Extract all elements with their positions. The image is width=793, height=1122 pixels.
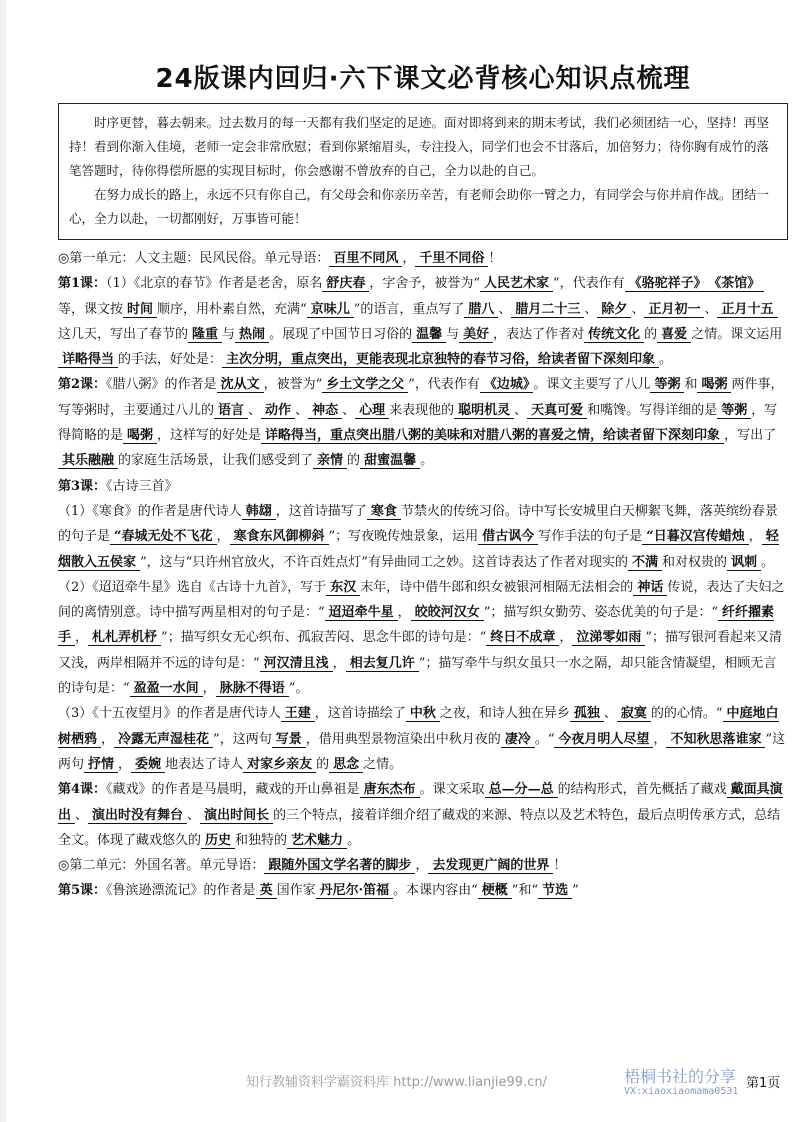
fill-in-answer: 英 [256,883,277,899]
fill-in-answer: 唐东杰布 [360,782,420,798]
document-body [58,246,788,904]
fill-in-answer: 等粥 [650,377,684,393]
fill-in-answer: 孤独 [570,706,604,722]
watermark-contact: VX:xiaoxiaomama0531 [624,1086,739,1097]
text-run: ， [118,756,132,772]
fill-in-answer: 美好 [459,327,493,343]
fill-in-answer: 千里不同俗 [415,251,488,267]
text-run: ，这首诗描写了 [275,503,367,519]
fill-in-answer: 甜蜜温馨 [360,453,420,469]
text-run: 传说，表达了夫妇之间的离情别意。诗中描写两星相对的句子是：“ [58,579,785,621]
lesson-label: 第3课： [58,478,107,494]
text-run: 、 [631,301,645,317]
text-run: ” [572,883,579,899]
fill-in-answer: 百里不同风 [329,251,402,267]
text-run: 等，课文按 [58,301,124,317]
text-run: ，借用典型景物渲染出中秋月夜的 [305,731,501,747]
footer-source: 知行教辅资料学霸资料库 http://www.lianjie99.cn/ [246,1075,547,1090]
text-run: 来表现他的 [389,402,455,418]
fill-in-answer: 喝粥 [697,377,731,393]
fill-in-answer: 心理 [355,403,389,419]
lesson-label: 第5课： [58,883,107,899]
fill-in-answer: 主次分明，重点突出，更能表现北京独特的春节习俗，给读者留下深刻印象 [222,352,659,368]
fill-in-answer: 热闹 [235,327,269,343]
fill-in-answer: 其乐融融 [58,453,118,469]
fill-in-answer: 艺术魅力 [287,833,347,849]
text-run: ”，代表作有 [408,377,480,393]
fill-in-answer: 亲情 [313,453,347,469]
text-run: ”，这与“只许州官放火，不许百姓点灯”有异曲同工之妙。这首诗表达了作者对现实的 [140,554,628,570]
text-run: 和独特的 [235,832,288,848]
fill-in-answer: 终日不成章 [486,630,559,646]
text-run: ，字舍予，被誉为“ [369,276,480,292]
fill-in-answer: 《骆驼祥子》 [625,276,711,292]
body-paragraph [58,372,788,473]
text-run: ◎第二单元：外国名著。单元导语： [58,858,265,874]
text-run: 、 [295,402,309,418]
fill-in-answer: 盈盈一水间 [130,681,203,697]
text-run: 。 [347,832,361,848]
fill-in-answer: 跟随外国文学名著的脚步 [264,858,415,874]
fill-in-answer: 今夜月明人尽望 [554,732,653,748]
fill-in-answer: 丹尼尔·笛福 [316,883,394,899]
fill-in-answer: “日暮汉宫传蜡烛 [642,529,748,545]
text-run: 的 [347,453,361,469]
text-run: ”和“ [511,883,539,899]
body-paragraph [58,499,788,575]
text-run: 和 [684,377,698,393]
fill-in-answer: 总—分—总 [485,782,558,798]
text-run: 的结构形式，首先概括了藏戏 [557,782,727,798]
text-run: ！ [553,858,567,874]
document-page [58,52,788,904]
text-run: ”，这两句 [213,731,272,747]
text-run: 这几天，写出了春节的 [58,326,189,342]
body-paragraph [58,701,788,777]
text-run: 的三个特点，接着详细介绍了藏戏的来源、特点以及艺术特色，最后点明传承方式，总结全文。体现了藏戏悠久的 [58,807,781,848]
text-run: ，写出了 [724,428,777,444]
fill-in-answer: 迢迢牵牛星 [325,605,398,621]
text-run: 、 [248,402,262,418]
text-run: 、 [187,807,201,823]
fill-in-answer: 舒庆春 [322,276,369,292]
text-run: ， [202,681,216,697]
text-run: ， [415,858,429,874]
text-run: ， [216,529,230,545]
fill-in-answer: 皎皎河汉女 [411,605,484,621]
text-run: 、 [603,706,617,722]
fill-in-answer: 历史 [201,833,235,849]
text-run: 节禁火的传统习俗。诗中写长安城里白天柳絮飞舞，落英缤纷春景的句子是 [58,503,778,545]
text-run: ，这样写的好处是 [157,428,262,444]
fill-in-answer: 京味儿 [307,302,354,318]
fill-in-answer: 东汉 [326,580,360,596]
body-paragraph [58,246,788,271]
fill-in-answer: 详略得当，重点突出腊八粥的美味和对腊八粥的喜爱之情，给读者留下深刻印象 [261,428,724,444]
fill-in-answer: 中秋 [406,706,440,722]
fill-in-answer: 王建 [281,706,315,722]
text-run: 《古诗三首》 [106,478,178,494]
text-run: 与 [222,326,236,342]
fill-in-answer: 寒食东风御柳斜 [230,529,329,545]
text-run: 、 [342,402,356,418]
fill-in-answer: 思念 [329,757,363,773]
fill-in-answer: 河汉清且浅 [260,656,333,672]
text-run: ！ [488,251,502,266]
fill-in-answer: 冷露无声湿桂花 [114,732,213,748]
text-run: ”；描写织女勤劳、姿态优美的句子是：“ [483,605,718,621]
fill-in-answer: 温馨 [412,327,446,343]
lesson-label: 第1课： [58,276,107,292]
text-run: 的手法，好处是： [118,352,223,368]
lesson-label: 第4课： [58,782,107,798]
intro-box [58,103,788,240]
fill-in-answer: 写景 [272,732,306,748]
body-paragraph [58,777,788,853]
text-run: 的的心情。“ [650,706,723,722]
text-run: 、 [584,301,598,317]
text-run: 。 [761,554,775,570]
text-run: ”；描写织女无心织布、孤寂苦闷、思念牛郎的诗句是：“ [161,630,487,646]
fill-in-answer: 除夕 [597,302,631,318]
text-run: 和对权贵的 [661,554,727,570]
text-run: ，写得简略的是 [58,402,778,444]
text-run: ◎第一单元：人文主题：民风民俗。单元导语： [58,251,330,266]
text-run: ，被誉为“ [263,377,323,393]
fill-in-answer: 轻烟散入五侯家 [58,529,779,570]
text-run: 顺序，用朴素自然，充满“ [157,301,307,317]
fill-in-answer: 戴面具演出 [58,782,783,823]
text-run: （1）《北京的春节》作者是老舍，原名 [106,276,323,292]
text-run: ”。 [288,681,309,697]
fill-in-answer: 中庭地白树栖鸦 [58,706,779,747]
text-run: （2）《迢迢牵牛星》选自《古诗十九首》，写于 [58,579,327,595]
text-run: ， [75,630,89,646]
text-run: （3）《十五夜望月》的作者是唐代诗人 [58,706,281,722]
text-run: 。 [420,453,434,469]
fill-in-answer: 寒食 [367,504,401,520]
fill-in-answer: 寂寞 [617,706,651,722]
page-edge [0,0,6,1122]
body-paragraph [58,878,788,903]
fill-in-answer: 神话 [633,580,667,596]
text-run: 的 [316,756,330,772]
text-run: ， [559,630,573,646]
fill-in-answer: 详略得当 [58,352,118,368]
text-run: 之情。课文运用 [691,326,783,342]
fill-in-answer: 沈从文 [217,377,264,393]
text-run: ， [332,655,346,671]
fill-in-answer: 等粥 [717,403,751,419]
text-run: 末年，诗中借牛郎和织女被银河相隔无法相会的 [360,579,634,595]
document-title: 24版课内回归·六下课文必背核心知识点梳理 [155,64,691,94]
fill-in-answer: 喝粥 [123,428,157,444]
text-run: ”；写夜晚传烛景象，运用 [328,529,479,545]
fill-in-answer: 对家乡亲友 [243,757,316,773]
fill-in-answer: 韩翃 [242,504,276,520]
text-run: 。本课内容由“ [393,883,478,899]
intro-paragraph: 在努力成长的路上，永远不只有你自己，有父母会和你亲历辛苦，有老师会助你一臂之力，有同学会与你并肩作战。团结一心，全力以赴，一切都刚好，万事皆可能！ [69,187,770,226]
fill-in-answer: 不知秋思落谁家 [666,732,765,748]
text-run: 的家庭生活场景，让我们感受到了 [118,453,314,469]
text-run: 的 [644,326,658,342]
fill-in-answer: 节选 [538,883,572,899]
fill-in-answer: 神态 [308,403,342,419]
intro-paragraph: 时序更替，暮去朝来。过去数月的每一天都有我们坚定的足迹。面对即将到来的期末考试，我们必须团结一心，坚持！再坚持！看到你渐入佳境，老师一定会非常欣慰；看到你紧缩眉头，专注投入，同学们也会不甘落后，加倍努力；待你胸有成竹的落笔答题时，待你得偿所愿的实现目标时，你会感谢不曾放弃的自己，全力以赴的自己。 [69,115,770,178]
fill-in-answer: 传统文化 [584,327,644,343]
text-run: 。展现了中国节日习俗的 [269,326,413,342]
fill-in-answer: 动作 [261,403,295,419]
fill-in-answer: 天真可爱 [527,403,587,419]
text-run: ”；描写银河看起来又清又浅，两岸相隔并不远的诗句是：“ [58,630,783,671]
text-run: （1）《寒食》的作者是唐代诗人 [58,503,242,519]
text-run: ， [653,731,667,747]
text-run: 之夜，和诗人独在异乡 [439,706,570,722]
text-run: ”，代表作有 [553,276,625,292]
fill-in-answer: 借古讽今 [478,529,538,545]
body-paragraph [58,271,788,372]
text-run: 与 [446,326,460,342]
text-run: 。 [659,352,673,368]
fill-in-answer: 讽刺 [727,555,761,571]
fill-in-answer: 纤纤擢素手 [58,605,775,646]
fill-in-answer: 语言 [214,403,248,419]
text-run: 地表达了诗人 [165,756,244,772]
text-run: ，这首诗描绘了 [314,706,406,722]
text-run: ，表达了作者对 [493,326,585,342]
fill-in-answer: 不满 [628,555,662,571]
fill-in-answer: 《边城》 [480,377,534,393]
fill-in-answer: 腊八 [464,302,498,318]
text-run: ”的语言，重点写了 [353,301,465,317]
text-run: ， [748,529,762,545]
text-run: 《藏戏》的作者是马晨明，藏戏的开山鼻祖是 [106,782,360,798]
fill-in-answer: 泣涕零如雨 [572,630,645,646]
fill-in-answer: 札札弄机杼 [88,630,161,646]
text-run: ， [397,605,411,621]
fill-in-answer: “春城无处不飞花 [110,529,216,545]
text-run: 和嘴馋。写得详细的是 [587,402,718,418]
page-number: 第1页 [746,1076,781,1091]
fill-in-answer: 脉脉不得语 [216,681,289,697]
text-run: 、 [498,301,512,317]
lesson-label: 第2课： [58,377,107,393]
fill-in-answer: 抒情 [84,757,118,773]
fill-in-answer: 喜爱 [657,327,691,343]
body-paragraph [58,474,788,499]
text-run: 。“ [534,731,555,747]
text-run: 《鲁滨逊漂流记》的作者是 [106,883,256,899]
text-run: 两件事，写等粥时，主要通过八儿的 [58,377,784,418]
fill-in-answer: 正月十五 [717,302,777,318]
text-run: 之情。 [363,756,403,772]
text-run: ， [101,731,115,747]
body-paragraph [58,853,788,878]
text-run: 《腊八粥》的作者是 [106,377,217,393]
fill-in-answer: 隆重 [188,327,222,343]
text-run: 、 [75,807,89,823]
fill-in-answer: 时间 [123,302,157,318]
text-run: 写作手法的句子是 [538,529,643,545]
fill-in-answer: 去发现更广阔的世界 [428,858,553,874]
fill-in-answer: 腊月二十三 [511,302,584,318]
text-run: 国作家 [276,883,316,899]
fill-in-answer: 凄冷 [501,732,535,748]
text-run: 、 [514,402,528,418]
fill-in-answer: 《茶馆》 [711,276,765,292]
fill-in-answer: 演出时没有舞台 [88,808,187,824]
fill-in-answer: 聪明机灵 [454,403,514,419]
text-run: ”；描写牵牛与织女虽只一水之隔，却只能含情凝望，相顾无言的诗句是：“ [58,655,777,697]
text-run: ， [402,251,416,266]
fill-in-answer: 人民艺术家 [480,276,553,292]
fill-in-answer: 相去复几许 [346,656,419,672]
body-paragraph [58,575,788,701]
fill-in-answer: 正月初一 [644,302,704,318]
fill-in-answer: 演出时间长 [200,808,273,824]
text-run: 。课文采取 [419,782,485,798]
text-run: ”这两句 [58,731,786,772]
fill-in-answer: 乡土文学之父 [322,377,408,393]
text-run: 、 [704,301,718,317]
fill-in-answer: 委婉 [131,757,165,773]
watermark: 梧桐书社的分享 [624,1067,737,1086]
fill-in-answer: 梗概 [478,883,512,899]
text-run: 。课文主要写了八儿 [533,377,651,393]
